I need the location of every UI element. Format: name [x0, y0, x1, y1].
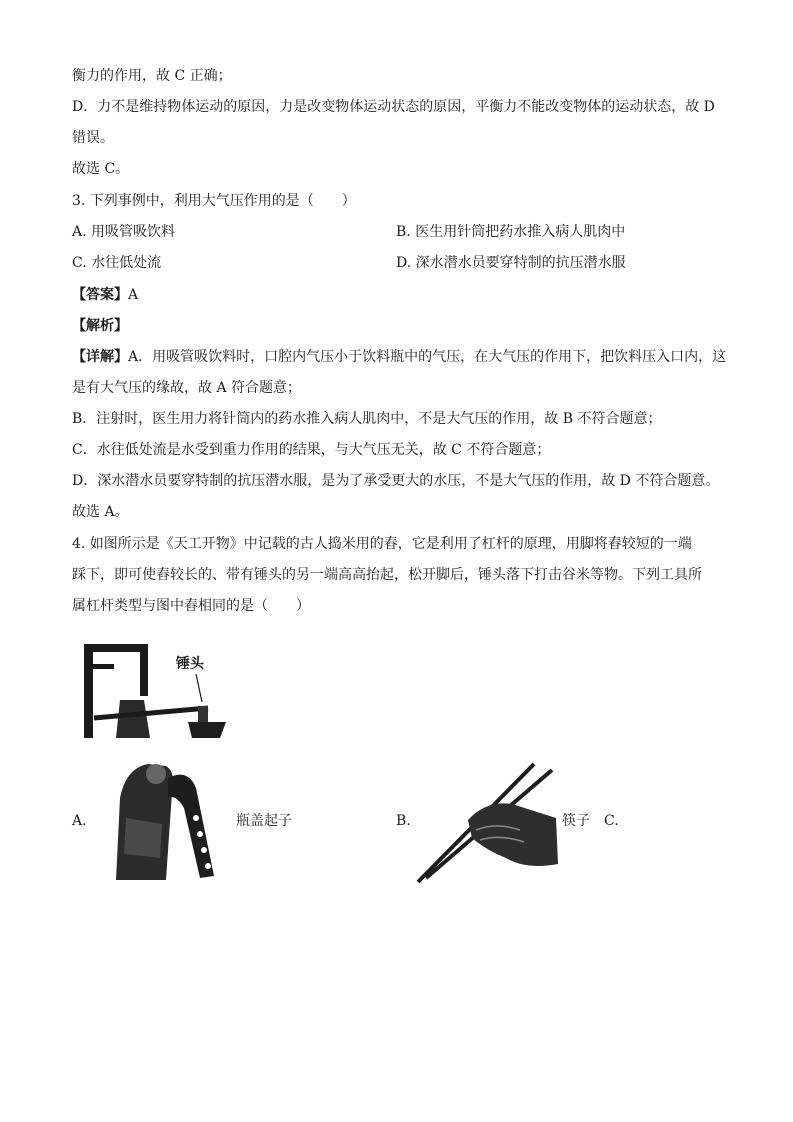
chopsticks-icon — [416, 760, 560, 884]
analysis-line — [72, 316, 128, 336]
q3-option-c: C. 水往低处流 — [72, 255, 162, 271]
question-4-stem: 属杠杆类型与图中舂相同的是（ ） — [72, 598, 310, 614]
analysis-tag: 【解析】 — [72, 318, 128, 334]
q4-option-b-letter: B. — [396, 813, 411, 829]
text-line: D．力不是维持物体运动的原因，力是改变物体运动状态的原因，平衡力不能改变物体的运动状态，故 D — [72, 99, 715, 115]
detail-line: 是有大气压的缘故，故 A 符合题意； — [72, 380, 302, 396]
q4-option-a-text: 瓶盖起子 — [236, 813, 292, 829]
q4-option-b-text: 筷子 — [562, 813, 590, 829]
detail-tag: 【详解】 — [72, 349, 128, 365]
answer-value: A — [128, 287, 139, 303]
question-4-stem: 踩下，即可使舂较长的、带有锤头的另一端高高抬起，松开脚后，锤头落下打击谷米等物。下列工具所 — [72, 567, 702, 583]
detail-line: B．注射时，医生用力将针筒内的药水推入病人肌肉中，不是大气压的作用，故 B 不符合题意； — [72, 411, 662, 427]
text-line: 故选 C。 — [72, 161, 130, 177]
q3-option-d: D. 深水潜水员要穿特制的抗压潜水服 — [396, 255, 626, 271]
lever-figure — [80, 638, 240, 743]
answer-tag: 【答案】 — [72, 287, 128, 303]
q4-option-a-letter: A. — [72, 813, 87, 829]
text-line: 衡力的作用，故 C 正确； — [72, 68, 232, 84]
lever-figure-drawing — [80, 638, 240, 743]
hammer-head-label: 锤头 — [176, 656, 204, 672]
detail-line: C．水往低处流是水受到重力作用的结果，与大气压无关，故 C 不符合题意； — [72, 442, 551, 458]
text-line: 错误。 — [72, 130, 114, 146]
chopsticks-image — [416, 760, 560, 884]
q4-option-c-letter: C. — [604, 813, 619, 829]
conclusion-line: 故选 A。 — [72, 504, 129, 520]
detail-line — [72, 347, 726, 367]
detail-line: D．深水潜水员要穿特制的抗压潜水服，是为了承受更大的水压，不是大气压的作用，故 D 不符合题意。 — [72, 473, 720, 489]
answer-line — [72, 285, 138, 305]
q3-option-b: B. 医生用针筒把药水推入病人肌肉中 — [396, 224, 626, 240]
question-3-stem: 3. 下列事例中，利用大气压作用的是（ ） — [72, 193, 356, 209]
q3-option-a: A. 用吸管吸饮料 — [72, 224, 176, 240]
detail-text: A．用吸管吸饮料时，口腔内气压小于饮料瓶中的气压，在大气压的作用下，把饮料压入口内，这 — [128, 349, 727, 365]
bottle-opener-image — [96, 758, 230, 880]
question-4-stem: 4. 如图所示是《天工开物》中记载的古人捣米用的舂，它是利用了杠杆的原理，用脚将舂较短的一端 — [72, 536, 692, 552]
bottle-opener-icon — [96, 758, 230, 880]
